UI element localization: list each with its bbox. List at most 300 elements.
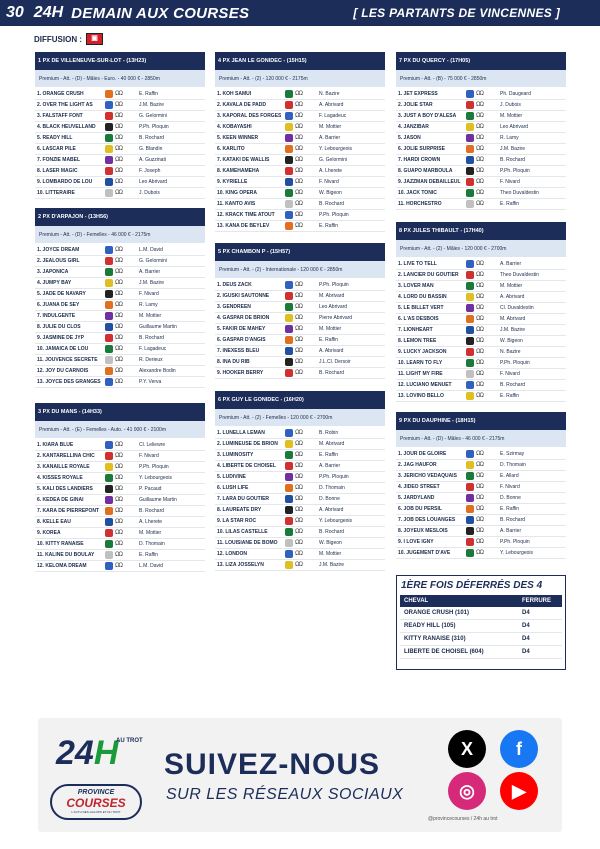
horse-name: 9. LUCKY JACKSON xyxy=(398,349,447,355)
runner-row xyxy=(35,89,205,100)
horse-name: 5. JASON xyxy=(398,135,421,141)
runner-row xyxy=(396,100,566,111)
driver-name: B. Rochard xyxy=(319,201,345,207)
driver-name: L.M. David xyxy=(139,563,163,569)
runner-row xyxy=(215,357,385,368)
runner-row xyxy=(35,177,205,188)
silk-icon xyxy=(466,112,474,120)
horse-name: 6. KEDEA DE GINAI xyxy=(37,497,84,503)
silk-icon xyxy=(105,562,113,570)
silk-icon xyxy=(105,367,113,375)
horse-name: 1. LUNELLA LEMAN xyxy=(217,430,265,436)
shoe-icon: ΩΩ xyxy=(295,315,302,321)
shoe-icon: ΩΩ xyxy=(115,335,122,341)
driver-name: E. Raffin xyxy=(319,223,339,229)
shoe-icon: ΩΩ xyxy=(476,179,483,185)
runner-row xyxy=(215,516,385,527)
runner-row xyxy=(215,313,385,324)
horse-name: 7. INDULGENTE xyxy=(37,313,76,319)
horse-name: 2. LUMINEUSE DE BRION xyxy=(217,441,278,447)
shoe-icon: ΩΩ xyxy=(115,530,122,536)
horse-name: 13. LOVINO BELLO xyxy=(398,393,444,399)
runner-row xyxy=(215,199,385,210)
silk-icon xyxy=(105,178,113,186)
runner-row xyxy=(215,177,385,188)
runner-row xyxy=(35,561,205,572)
shoe-icon: ΩΩ xyxy=(115,135,122,141)
shoe-icon: ΩΩ xyxy=(115,497,122,503)
diffusion-label: DIFFUSION : xyxy=(34,34,82,44)
horse-name: 11. JOUVENCE SECRETE xyxy=(37,357,98,363)
runner-row xyxy=(215,439,385,450)
horse-name: 6. KARLITO xyxy=(217,146,245,152)
horse-name: 3. FALSTAFF FONT xyxy=(37,113,83,119)
silk-icon xyxy=(285,281,293,289)
runner-row xyxy=(396,482,566,493)
shoe-icon: ΩΩ xyxy=(115,291,122,297)
shoe-icon: ΩΩ xyxy=(476,272,483,278)
shoe-icon: ΩΩ xyxy=(476,190,483,196)
silk-icon xyxy=(466,326,474,334)
runner-row xyxy=(215,346,385,357)
silk-icon xyxy=(285,303,293,311)
race-conditions: Premium - Att. - (2) - 120 000 € - 2175m xyxy=(215,70,385,87)
silk-icon xyxy=(285,429,293,437)
driver-name: B. Rochard xyxy=(139,335,165,341)
driver-name: Y. Lebourgeois xyxy=(139,475,172,481)
shoe-icon: ΩΩ xyxy=(115,280,122,286)
silk-icon xyxy=(466,315,474,323)
shoe-icon: ΩΩ xyxy=(115,313,122,319)
silk-icon xyxy=(105,496,113,504)
silk-icon xyxy=(285,101,293,109)
horse-name: 10. LILAS CASTELLE xyxy=(217,529,268,535)
silk-icon xyxy=(285,145,293,153)
shoe-icon: ΩΩ xyxy=(295,146,302,152)
horse-name: 8. KELLE EAU xyxy=(37,519,71,525)
horse-name: 9. KOREA xyxy=(37,530,61,536)
horse-name: 7. JOB DES LOUANGES xyxy=(398,517,456,523)
deferes-shoe: D4 xyxy=(522,649,530,655)
shoe-icon: ΩΩ xyxy=(476,473,483,479)
runner-row xyxy=(35,462,205,473)
deferes-title: 1ÈRE FOIS DÉFERRÉS DES 4 xyxy=(401,580,543,591)
runner-row xyxy=(215,527,385,538)
runner-row xyxy=(35,122,205,133)
silk-icon xyxy=(105,123,113,131)
runner-row xyxy=(215,538,385,549)
shoe-icon: ΩΩ xyxy=(115,258,122,264)
shoe-icon: ΩΩ xyxy=(115,168,122,174)
banner-logo-24h: 24H xyxy=(56,734,119,772)
driver-name: E. Szirmay xyxy=(500,451,525,457)
silk-icon xyxy=(105,441,113,449)
horse-name: 10. LEARN TO FLY xyxy=(398,360,443,366)
runner-row xyxy=(396,303,566,314)
shoe-icon: ΩΩ xyxy=(115,102,122,108)
silk-icon xyxy=(105,334,113,342)
runner-row xyxy=(35,278,205,289)
runner-row xyxy=(215,155,385,166)
shoe-icon: ΩΩ xyxy=(115,442,122,448)
runner-row xyxy=(396,314,566,325)
runner-row xyxy=(396,471,566,482)
runner-row xyxy=(35,256,205,267)
horse-name: 13. KANA DE BEYLEV xyxy=(217,223,270,229)
shoe-icon: ΩΩ xyxy=(115,552,122,558)
shoe-icon: ΩΩ xyxy=(476,371,483,377)
runner-row xyxy=(396,89,566,100)
deferes-shoe: D4 xyxy=(522,623,530,629)
silk-icon xyxy=(105,167,113,175)
horse-name: 8. JOYEUX MESLOIS xyxy=(398,528,448,534)
horse-name: 11. LOUISIANE DE BOMO xyxy=(217,540,278,546)
horse-name: 2. IGUSKI SAUTONNE xyxy=(217,293,270,299)
runner-row xyxy=(396,391,566,402)
runner-row xyxy=(215,549,385,560)
runner-row xyxy=(35,366,205,377)
runner-row xyxy=(35,311,205,322)
runner-row xyxy=(396,270,566,281)
shoe-icon: ΩΩ xyxy=(115,113,122,119)
silk-icon xyxy=(285,561,293,569)
runner-row xyxy=(35,473,205,484)
race-conditions: Premium - Att. - (D) - Mâles - 46 000 € - 2175m xyxy=(396,430,566,447)
horse-name: 11. KALINE DU BOULAY xyxy=(37,552,95,558)
shoe-icon: ΩΩ xyxy=(115,190,122,196)
driver-name: F. Nivard xyxy=(500,484,520,490)
driver-name: R. Lamy xyxy=(139,302,158,308)
driver-name: A. Abrivard xyxy=(319,102,344,108)
silk-icon xyxy=(466,348,474,356)
shoe-icon: ΩΩ xyxy=(476,393,483,399)
runner-row xyxy=(35,355,205,366)
horse-name: 9. JAZZMAN DEBAILLEUL xyxy=(398,179,461,185)
horse-name: 2. LANCIER DU GOUTIER xyxy=(398,272,459,278)
horse-name: 8. KAMEHAMEHA xyxy=(217,168,260,174)
horse-name: 12. LUCIANO MENUET xyxy=(398,382,452,388)
section-title: [ LES PARTANTS DE VINCENNES ] xyxy=(353,6,560,20)
silk-icon xyxy=(466,123,474,131)
page-number: 30 xyxy=(6,4,24,21)
horse-name: 3. LOVER MAN xyxy=(398,283,434,289)
shoe-icon: ΩΩ xyxy=(295,529,302,535)
shoe-icon: ΩΩ xyxy=(115,146,122,152)
horse-name: 6. LUSH LIFE xyxy=(217,485,249,491)
horse-name: 10. JUGEMENT D'AVE xyxy=(398,550,451,556)
runner-row xyxy=(396,259,566,270)
driver-name: M. Abrivard xyxy=(319,293,345,299)
shoe-icon: ΩΩ xyxy=(295,551,302,557)
runner-row xyxy=(396,537,566,548)
race-conditions: Premium - Att. - (D) - Mâles - Euro. - 40 000 € - 2850m xyxy=(35,70,205,87)
runner-row xyxy=(396,336,566,347)
driver-name: P.Ph. Ploquin xyxy=(139,124,169,130)
silk-icon xyxy=(105,189,113,197)
driver-name: J.M. Bazire xyxy=(500,327,526,333)
shoe-icon: ΩΩ xyxy=(115,541,122,547)
horse-name: 8. LEMON TREE xyxy=(398,338,437,344)
driver-name: F. Nivard xyxy=(139,291,159,297)
driver-name: J.L.Cl. Dersoir xyxy=(319,359,351,365)
silk-icon xyxy=(105,268,113,276)
driver-name: Leo Abrivard xyxy=(139,179,168,185)
silk-icon xyxy=(466,134,474,142)
driver-name: F. Joseph xyxy=(139,168,161,174)
silk-icon xyxy=(285,347,293,355)
shoe-icon: ΩΩ xyxy=(476,506,483,512)
runner-row xyxy=(215,302,385,313)
driver-name: P.Ph. Ploquin xyxy=(319,282,349,288)
driver-name: P.Ph. Ploquin xyxy=(500,168,530,174)
shoe-icon: ΩΩ xyxy=(295,562,302,568)
horse-name: 4. KOBAYASHI xyxy=(217,124,252,130)
race-conditions: Premium - Att. - (2) - Femelles - 120 000 € - 2700m xyxy=(215,409,385,426)
col-horse: CHEVAL xyxy=(404,598,429,604)
silk-icon xyxy=(466,370,474,378)
runner-row xyxy=(35,528,205,539)
horse-name: 7. LIONHEART xyxy=(398,327,433,333)
shoe-icon: ΩΩ xyxy=(295,540,302,546)
silk-icon xyxy=(466,516,474,524)
driver-name: Cl. Leliewre xyxy=(139,442,166,448)
race-title: 1 PX DE VILLENEUVE-SUR-LOT - (13H23) xyxy=(35,52,205,70)
runner-row xyxy=(215,505,385,516)
shoe-icon: ΩΩ xyxy=(476,316,483,322)
silk-icon xyxy=(466,359,474,367)
horse-name: 1. ORANGE CRUSH xyxy=(37,91,84,97)
horse-name: 11. LIGHT MY FIRE xyxy=(398,371,443,377)
silk-icon xyxy=(105,452,113,460)
silk-icon xyxy=(105,312,113,320)
silk-icon xyxy=(105,279,113,287)
shoe-icon: ΩΩ xyxy=(295,102,302,108)
runner-row xyxy=(396,111,566,122)
runner-row xyxy=(35,300,205,311)
silk-icon xyxy=(105,540,113,548)
shoe-icon: ΩΩ xyxy=(476,349,483,355)
driver-name: E. Allard xyxy=(500,473,519,479)
shoe-icon: ΩΩ xyxy=(476,462,483,468)
silk-icon xyxy=(105,356,113,364)
driver-name: P.Ph. Ploquin xyxy=(319,212,349,218)
tv-icon: ▣ xyxy=(86,33,103,45)
shoe-icon: ΩΩ xyxy=(295,201,302,207)
driver-name: G. Gelormini xyxy=(139,113,168,119)
driver-name: R. Lamy xyxy=(500,135,519,141)
shoe-icon: ΩΩ xyxy=(476,283,483,289)
silk-icon xyxy=(105,246,113,254)
driver-name: G. Gelormini xyxy=(139,258,168,264)
shoe-icon: ΩΩ xyxy=(295,463,302,469)
horse-name: 1. JET EXPRESS xyxy=(398,91,438,97)
horse-name: 1. KIARA BLUE xyxy=(37,442,74,448)
silk-icon xyxy=(105,378,113,386)
driver-name: E. Raffin xyxy=(500,506,520,512)
race-conditions: Premium - Att. - (B) - 75 000 € - 2850m xyxy=(396,70,566,87)
silk-icon xyxy=(105,345,113,353)
shoe-icon: ΩΩ xyxy=(295,190,302,196)
horse-name: 12. KRACK TIME ATOUT xyxy=(217,212,275,218)
driver-name: B. Rochard xyxy=(139,508,165,514)
runner-row xyxy=(35,155,205,166)
horse-name: 6. JUANA DE SEY xyxy=(37,302,80,308)
runner-row xyxy=(215,560,385,571)
runner-row xyxy=(35,550,205,561)
shoe-icon: ΩΩ xyxy=(295,212,302,218)
driver-name: Guillaume Martin xyxy=(139,497,177,503)
banner-subline: SUR LES RÉSEAUX SOCIAUX xyxy=(166,786,404,803)
shoe-icon: ΩΩ xyxy=(476,91,483,97)
shoe-icon: ΩΩ xyxy=(295,157,302,163)
shoe-icon: ΩΩ xyxy=(476,124,483,130)
runner-row xyxy=(396,188,566,199)
race-title: 7 PX DU QUERCY - (17H05) xyxy=(396,52,566,70)
shoe-icon: ΩΩ xyxy=(295,124,302,130)
horse-name: 7. KATAKI DE WALLIS xyxy=(217,157,270,163)
driver-name: A. Guzzinati xyxy=(139,157,166,163)
silk-icon xyxy=(466,450,474,458)
horse-name: 13. JOYCE DES GRANGES xyxy=(37,379,101,385)
horse-name: 3. JAPONICA xyxy=(37,269,69,275)
horse-name: 7. FONZIE MABEL xyxy=(37,157,81,163)
driver-name: A. Barrier xyxy=(319,135,341,141)
silk-icon xyxy=(285,325,293,333)
runner-row xyxy=(396,281,566,292)
shoe-icon: ΩΩ xyxy=(476,382,483,388)
horse-name: 6. JOLIE SURPRISE xyxy=(398,146,445,152)
shoe-icon: ΩΩ xyxy=(115,157,122,163)
driver-name: B. Rochard xyxy=(500,382,526,388)
horse-name: 3. KANAILLE ROYALE xyxy=(37,464,90,470)
silk-icon xyxy=(466,101,474,109)
runner-row xyxy=(215,221,385,232)
driver-name: A. Barrier xyxy=(139,269,161,275)
runner-row xyxy=(215,368,385,379)
runner-row xyxy=(396,199,566,210)
shoe-icon: ΩΩ xyxy=(115,519,122,525)
driver-name: P.Ph. Ploquin xyxy=(500,360,530,366)
driver-name: Theo Duvaldestin xyxy=(500,190,539,196)
horse-name: 9. HOOKER BERRY xyxy=(217,370,264,376)
driver-name: M. Mottier xyxy=(319,551,342,557)
shoe-icon: ΩΩ xyxy=(295,485,302,491)
silk-icon xyxy=(285,528,293,536)
silk-icon xyxy=(285,200,293,208)
shoe-icon: ΩΩ xyxy=(295,370,302,376)
race-conditions: Premium - Att. - (D) - Femelles - 46 000 € - 2175m xyxy=(35,226,205,243)
horse-name: 8. JULIE DU CLOS xyxy=(37,324,81,330)
horse-name: 12. JOY DU CARNOIS xyxy=(37,368,89,374)
driver-name: F. Nivard xyxy=(139,453,159,459)
runner-row xyxy=(215,494,385,505)
horse-name: 5. JARDYLAND xyxy=(398,495,435,501)
driver-name: R. Derieux xyxy=(139,357,163,363)
silk-icon xyxy=(285,451,293,459)
horse-name: 1. KOH SAMUI xyxy=(217,91,252,97)
runner-row xyxy=(396,449,566,460)
horse-name: 6. L'AS DESBOIS xyxy=(398,316,439,322)
driver-name: Y. Lebourgeois xyxy=(500,550,533,556)
driver-name: F. Nivard xyxy=(319,179,339,185)
horse-name: 4. JUMPY BAY xyxy=(37,280,72,286)
driver-name: A. Barrier xyxy=(500,261,522,267)
driver-name: W. Bigeon xyxy=(319,190,342,196)
runner-row xyxy=(396,177,566,188)
facebook-icon[interactable]: f xyxy=(500,730,538,768)
shoe-icon: ΩΩ xyxy=(115,475,122,481)
horse-name: 7. HARDI CROWN xyxy=(398,157,441,163)
runner-row xyxy=(396,144,566,155)
shoe-icon: ΩΩ xyxy=(295,293,302,299)
runner-row xyxy=(215,122,385,133)
silk-icon xyxy=(285,495,293,503)
silk-icon xyxy=(285,189,293,197)
driver-name: M. Mottier xyxy=(500,283,523,289)
horse-name: 8. LAUREATE DRY xyxy=(217,507,262,513)
driver-name: Cl. Duvaldestin xyxy=(500,305,534,311)
driver-name: F. Lagadeuc xyxy=(319,113,347,119)
banner-logo-sub: AU TROT xyxy=(116,738,143,744)
silk-icon xyxy=(466,392,474,400)
page-header xyxy=(0,0,600,26)
horse-name: 5. LUDIVINE xyxy=(217,474,246,480)
horse-name: 2. KAVALA DE PADD xyxy=(217,102,266,108)
horse-name: 5. JADE DE NAVARY xyxy=(37,291,86,297)
silk-icon xyxy=(285,134,293,142)
horse-name: 12. LONDON xyxy=(217,551,248,557)
race-title: 8 PX JULES THIBAULT - (17H40) xyxy=(396,222,566,240)
silk-icon xyxy=(285,292,293,300)
deferes-box xyxy=(396,575,566,670)
silk-icon xyxy=(285,178,293,186)
driver-name: J.M. Bazire xyxy=(139,280,165,286)
silk-icon xyxy=(105,474,113,482)
driver-name: A. Abrivard xyxy=(319,507,344,513)
shoe-icon: ΩΩ xyxy=(295,359,302,365)
silk-icon xyxy=(105,134,113,142)
banner-headline: SUIVEZ-NOUS xyxy=(164,748,381,781)
shoe-icon: ΩΩ xyxy=(295,168,302,174)
race-card xyxy=(215,391,385,571)
silk-icon xyxy=(466,461,474,469)
runner-row xyxy=(35,267,205,278)
driver-name: J. Dubois xyxy=(500,102,521,108)
x-icon[interactable]: X xyxy=(448,730,486,768)
silk-icon xyxy=(466,472,474,480)
horse-name: 8. LASER MAGIC xyxy=(37,168,78,174)
horse-name: 2. OVER THE LIGHT AS xyxy=(37,102,93,108)
province-courses-logo: PROVINCE COURSES L'ACTU DES GALOPS ET DU TROT xyxy=(50,784,142,820)
race-conditions: Premium - Att. - (2) - Mâles - 120 000 € - 2700m xyxy=(396,240,566,257)
runner-row xyxy=(396,515,566,526)
horse-name: 3. JERICHO VEDAQUAIS xyxy=(398,473,457,479)
silk-icon xyxy=(285,473,293,481)
horse-name: 10. JAMAICA DE LOU xyxy=(37,346,89,352)
horse-name: 1. LIVE TO TELL xyxy=(398,261,437,267)
shoe-icon: ΩΩ xyxy=(115,508,122,514)
shoe-icon: ΩΩ xyxy=(115,247,122,253)
youtube-icon[interactable]: ▶ xyxy=(500,772,538,810)
runner-row xyxy=(215,133,385,144)
driver-name: Y. Lebourgeois xyxy=(319,518,352,524)
silk-icon xyxy=(285,167,293,175)
runner-row xyxy=(396,122,566,133)
shoe-icon: ΩΩ xyxy=(115,563,122,569)
race-title: 4 PX JEAN LE GONIDEC - (15H15) xyxy=(215,52,385,70)
shoe-icon: ΩΩ xyxy=(476,451,483,457)
instagram-icon[interactable]: ◎ xyxy=(448,772,486,810)
